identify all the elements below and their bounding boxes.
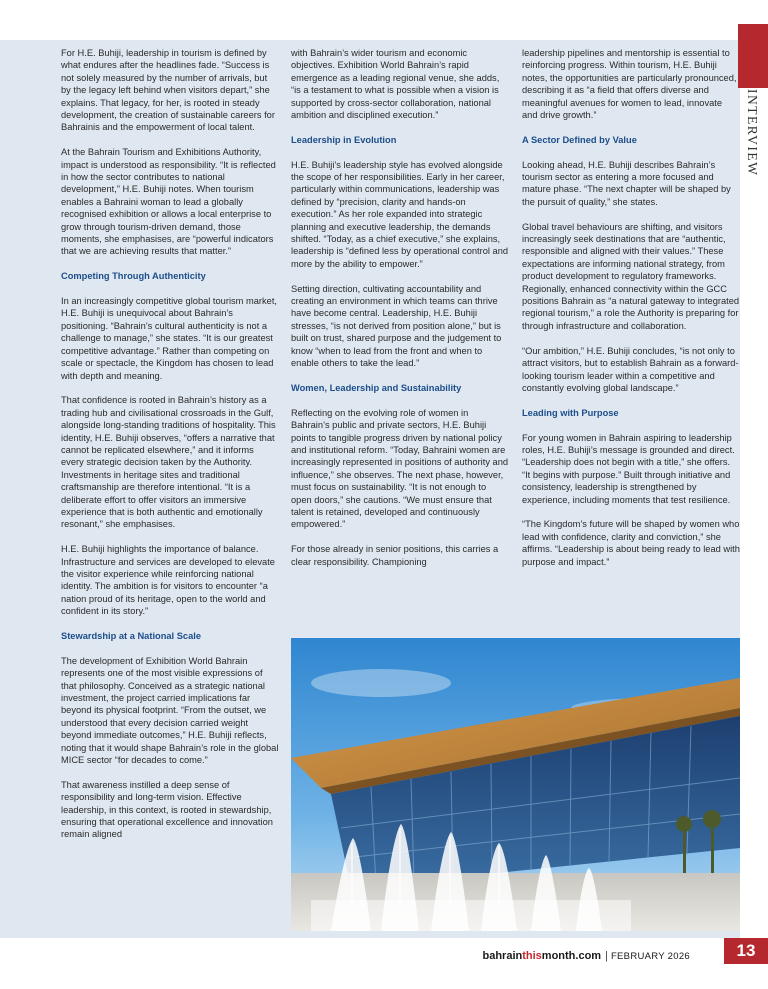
section-heading: Leadership in Evolution: [291, 134, 397, 145]
brand-name-part-3: month.com: [541, 950, 602, 962]
exhibition-world-bahrain-photo: [291, 638, 740, 931]
section-label: [738, 88, 766, 178]
paragraph: At the Bahrain Tourism and Exhibitions Authority, impact is understood as responsibility. “It is reflected in how the sector contributes to national development,” H.E. Buhiji notes. When tourism enables a Bahraini woman to lead a globally recognised exhibition or allows a local enterprise to grow through tourism-driven demand, those moments, she emphasises, are “powerful indicators that we are achieving results that matter.”: [61, 147, 276, 257]
paragraph: Setting direction, cultivating accountability and creating an environment in which teams can thrive have become central. Leadership, H.E. Buhiji stresses, “is not derived from position alone,” but is built on trust, shared purpose and the judgement to know “when to lead from the front and when to enable others to take the lead.”: [291, 283, 502, 369]
section-heading: Leading with Purpose: [522, 407, 619, 418]
paragraph: H.E. Buhiji’s leadership style has evolved alongside the scope of her responsibilities. Early in her career, particularly within communications, leadership was defined by “precision, clarity and hands-on execution.” As her role expanded into strategic planning and executive leadership, the demands shifted. “Today, as a chief executive,” she explains, leadership is “defined less by operational control and more by the ability to empower.”: [291, 159, 509, 269]
paragraph: For those already in senior positions, this carries a clear responsibility. Championing: [291, 544, 499, 567]
section-heading: A Sector Defined by Value: [522, 134, 637, 145]
article-column-2: [291, 47, 509, 580]
paragraph: H.E. Buhiji highlights the importance of balance. Infrastructure and services are developed to elevate the visitor experience while reinforcing national identity. The ambition is for visitors to encounter “a nation proud of its heritage, open to the world and confident in its story.”: [61, 544, 275, 617]
paragraph: Looking ahead, H.E. Buhiji describes Bahrain’s tourism sector as entering a more focused and mature phase. “The next chapter will be shaped by the pursuit of quality,” she states.: [522, 159, 731, 207]
paragraph: In an increasingly competitive global tourism market, H.E. Buhiji is unequivocal about Bahrain’s positioning. “Bahrain’s cultural authenticity is not a challenge to manage,” she states. “It is our greatest competitive advantage.” Rather than competing on scale or spectacle, the Kingdom has chosen to lead with depth and meaning.: [61, 296, 277, 381]
paragraph: For young women in Bahrain aspiring to leadership roles, H.E. Buhiji’s message is grounded and direct. “Leadership does not begin with a title,” she offers. “It begins with purpose.” Built through initiative and consistency, leadership is strengthened by experience, including moments that test resilience.: [522, 432, 735, 505]
section-heading: Competing Through Authenticity: [61, 271, 206, 282]
brand-name-part-2: this: [522, 950, 542, 962]
page-footer: [0, 938, 768, 989]
paragraph: “Our ambition,” H.E. Buhiji concludes, “is not only to attract visitors, but to establish Bahrain as a forward-looking tourism leader within a competitive and constantly evolving global landscape.”: [522, 345, 739, 393]
section-heading: Stewardship at a National Scale: [61, 631, 202, 641]
paragraph: Global travel behaviours are shifting, and visitors increasingly seek destinations that are “authentic, responsible and aligned with their values.” These expectations are informing national strategy, from product development to regulatory frameworks. Regionally, enhanced connectivity within the GCC positions Bahrain as “a natural gateway to integrated regional tourism,” a role the Authority is preparing for through infrastructure and collaboration.: [522, 221, 740, 331]
paragraph: leadership pipelines and mentorship is essential to reinforcing progress. Within tourism, H.E. Buhiji notes, the opportunities are particularly pronounced, describing it as “a field that offers diverse and meaningful avenues for women to lead, innovate and drive growth.”: [522, 48, 737, 121]
section-color-tab: [738, 24, 768, 88]
paragraph: The development of Exhibition World Bahrain represents one of the most visible expressions of that philosophy. Conceived as a strategic national investment, the project carried implications far beyond its physical footprint. “From the outset, we understood that every decision carried weight beyond immediate outcomes,” H.E. Buhiji reflects, noting that it would shape Bahrain’s role in the global MICE sector “for decades to come.”: [61, 655, 279, 766]
article-column-3: [522, 47, 740, 580]
page-number: 13: [724, 938, 768, 964]
footer-separator: |: [605, 950, 608, 962]
paragraph: That confidence is rooted in Bahrain’s history as a trading hub and civilisational crossroads in the Gulf, alongside long-standing traditions of hospitality. This identity, H.E. Buhiji observes, “offers a narrative that cannot be replicated elsewhere,” and it informs every strategic decision taken by the Authority. Investments in heritage sites and traditional craftsmanship are therefore intentional. “It is a deliberate effort to offer visitors an immersive experience that is both authentic and emotionally resonant,” she emphasises.: [61, 395, 276, 530]
paragraph: “The Kingdom’s future will be shaped by women who lead with confidence, clarity and conviction,” she affirms. “Leadership is about being ready to lead with purpose and impact.”: [522, 519, 740, 567]
brand-name-part-1: bahrain: [482, 950, 523, 962]
paragraph: That awareness instilled a deep sense of responsibility and long-term vision. Effective leadership, in this context, is rooted in stewardship, ensuring that operational excellence and innovation remain aligned: [61, 779, 273, 840]
section-heading: Women, Leadership and Sustainability: [291, 382, 462, 393]
paragraph: with Bahrain’s wider tourism and economic objectives. Exhibition World Bahrain’s rapid emergence as a leading regional venue, she adds, “is a testament to what is possible when a vision is supported by cross-sector collaboration, national ambition and disciplined execution.”: [291, 48, 500, 121]
issue-date: FEBRUARY 2026: [610, 951, 690, 962]
article-column-1: [61, 47, 279, 853]
footer-brand: [483, 950, 691, 962]
paragraph: For H.E. Buhiji, leadership in tourism is defined by what endures after the headlines fade. “Success is not solely measured by the number of arrivals, but by the legacy left behind when visitors depart,” she explains. That legacy, for her, is rooted in steady development, the creation of sustainable careers for Bahrainis and the empowerment of local talent.: [61, 48, 275, 133]
section-label-text: INTERVIEW: [745, 89, 760, 177]
paragraph: Reflecting on the evolving role of women in Bahrain’s public and private sectors, H.E. Buhiji points to tangible progress driven by national policy and institutional reform. “Today, Bahraini women are increasingly represented in positions of authority and influence,” she observes. The next phase, however, must focus on sustainability. “It is not enough to open doors,” she cautions. “We must ensure that talent is retained, developed and continuously empowered.”: [291, 407, 509, 530]
